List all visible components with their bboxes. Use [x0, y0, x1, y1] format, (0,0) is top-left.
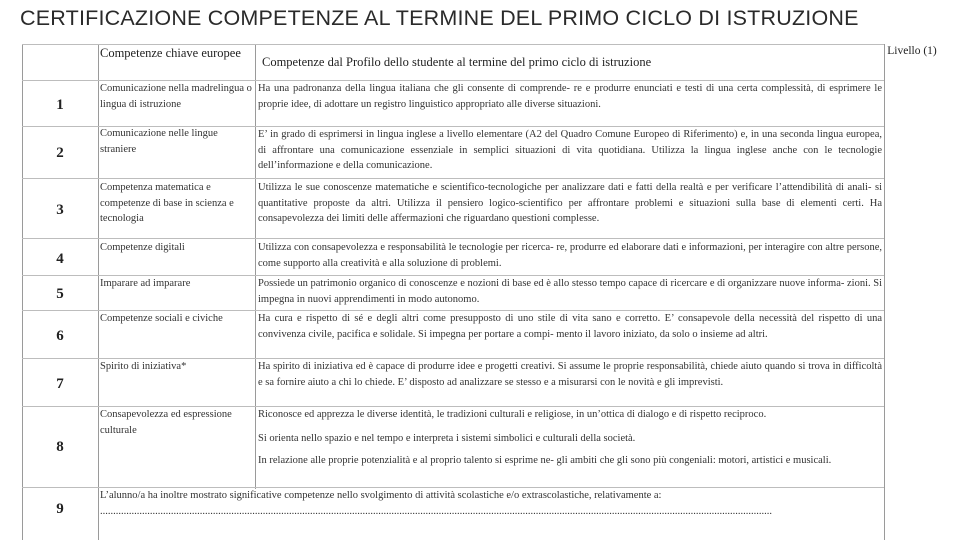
page-title: CERTIFICAZIONE COMPETENZE AL TERMINE DEL PRIMO CICLO DI ISTRUZIONE	[20, 6, 859, 30]
header-profile-competences: Competenze dal Profilo dello studente al termine del primo ciclo di istruzione	[262, 55, 652, 69]
additional-competences-text: L’alunno/a ha inoltre mostrato significative competenze nello svolgimento di attività scolastiche e/o extrascolastiche, relativamente a:	[100, 490, 662, 501]
competence-description: Ha cura e rispetto di sé e degli altri come presupposto di uno stile di vita sano e corretto. E’ consapevole della necessità del rispetto di una convivenza civile, pacifica e solidale. Si impegna per portare a compi- mento il lavoro iniziato, da solo o insieme ad altri.	[258, 313, 882, 340]
competence-description: Possiede un patrimonio organico di conoscenze e nozioni di base ed è allo stesso tempo capace di ricercare e di organizzare nuove informa- zioni. Si impegna in nuovi apprendimenti in modo autonomo.	[258, 278, 882, 305]
competence-description: Si orienta nello spazio e nel tempo e interpreta i sistemi simbolici e culturali della società.	[258, 433, 636, 444]
row-number: 2	[56, 145, 64, 161]
key-competence: Consapevolezza ed espressione culturale	[100, 409, 232, 436]
competence-description: Utilizza con consapevolezza e responsabilità le tecnologie per ricerca- re, produrre ed elaborare dati e informazioni, per interagire con altre persone, come supporto alla creatività e alla soluzione di problemi.	[258, 242, 882, 269]
key-competence: Comunicazione nelle lingue straniere	[100, 128, 218, 155]
row-divider	[22, 238, 884, 239]
column-divider	[884, 44, 885, 540]
row-number: 1	[56, 97, 64, 113]
additional-competences-note	[100, 488, 882, 519]
competence-description: Ha una padronanza della lingua italiana che gli consente di comprende- re e produrre enunciati e testi di una certa complessità, di esprimere le proprie idee, di adottare un registro linguistico appropriato alle diverse situazioni.	[258, 83, 882, 110]
column-divider	[255, 44, 256, 489]
competence-description: E’ in grado di esprimersi in lingua inglese a livello elementare (A2 del Quadro Comune Europeo di Riferimento) e, in una seconda lingua europea, di affrontare una comunicazione essenziale in semplici situazioni di vita quotidiana. Utilizza la lingua inglese anche con le tecnologie dell’informazione e della comunicazione.	[258, 129, 882, 171]
header-key-competences: Competenze chiave europee	[100, 46, 241, 60]
competence-description: Utilizza le sue conoscenze matematiche e scientifico-tecnologiche per analizzare dati e fatti della realtà e per verificare l’attendibilità di anali- si quantitative proposte da altri. Utilizza il pensiero logico-scientifico per affrontare problemi e situazioni sulla base di elementi certi. Ha consapevolezza dei limiti delle affermazioni che riguardano questioni complesse.	[258, 182, 882, 224]
competence-description: In relazione alle proprie potenzialità e al proprio talento si esprime ne- gli ambiti che gli sono più congeniali: motori, artistici e musicali.	[258, 455, 832, 466]
row-number: 6	[56, 328, 64, 344]
key-competence: Competenza matematica e competenze di base in scienza e tecnologia	[100, 182, 234, 224]
competence-description: Ha spirito di iniziativa ed è capace di produrre idee e progetti creativi. Si assume le proprie responsabilità, chiede aiuto quando si trova in difficoltà e sa fornire aiuto a chi lo chiede. E’ disposto ad analizzare se stesso e a misurarsi con le novità e gli imprevisti.	[258, 361, 882, 388]
key-competence: Competenze digitali	[100, 242, 185, 253]
row-number: 3	[56, 202, 64, 218]
row-number: 4	[56, 251, 64, 267]
row-number: 5	[56, 286, 64, 302]
fill-in-dotted-line: ................................................................................................................................................................................................................................................................	[100, 505, 772, 517]
row-divider	[22, 178, 884, 179]
key-competence: Comunicazione nella madrelingua o lingua di istruzione	[100, 83, 252, 110]
competence-description: Riconosce ed apprezza le diverse identità, le tradizioni culturali e religiose, in un’ottica di dialogo e di rispetto reciproco.	[258, 409, 767, 420]
row-number: 9	[56, 501, 64, 517]
header-level: Livello (1)	[887, 45, 937, 57]
key-competence: Imparare ad imparare	[100, 278, 191, 289]
key-competence: Spirito di iniziativa*	[100, 361, 187, 372]
row-number: 7	[56, 376, 64, 392]
key-competence: Competenze sociali e civiche	[100, 313, 223, 324]
column-divider	[98, 44, 99, 540]
row-number: 8	[56, 439, 64, 455]
